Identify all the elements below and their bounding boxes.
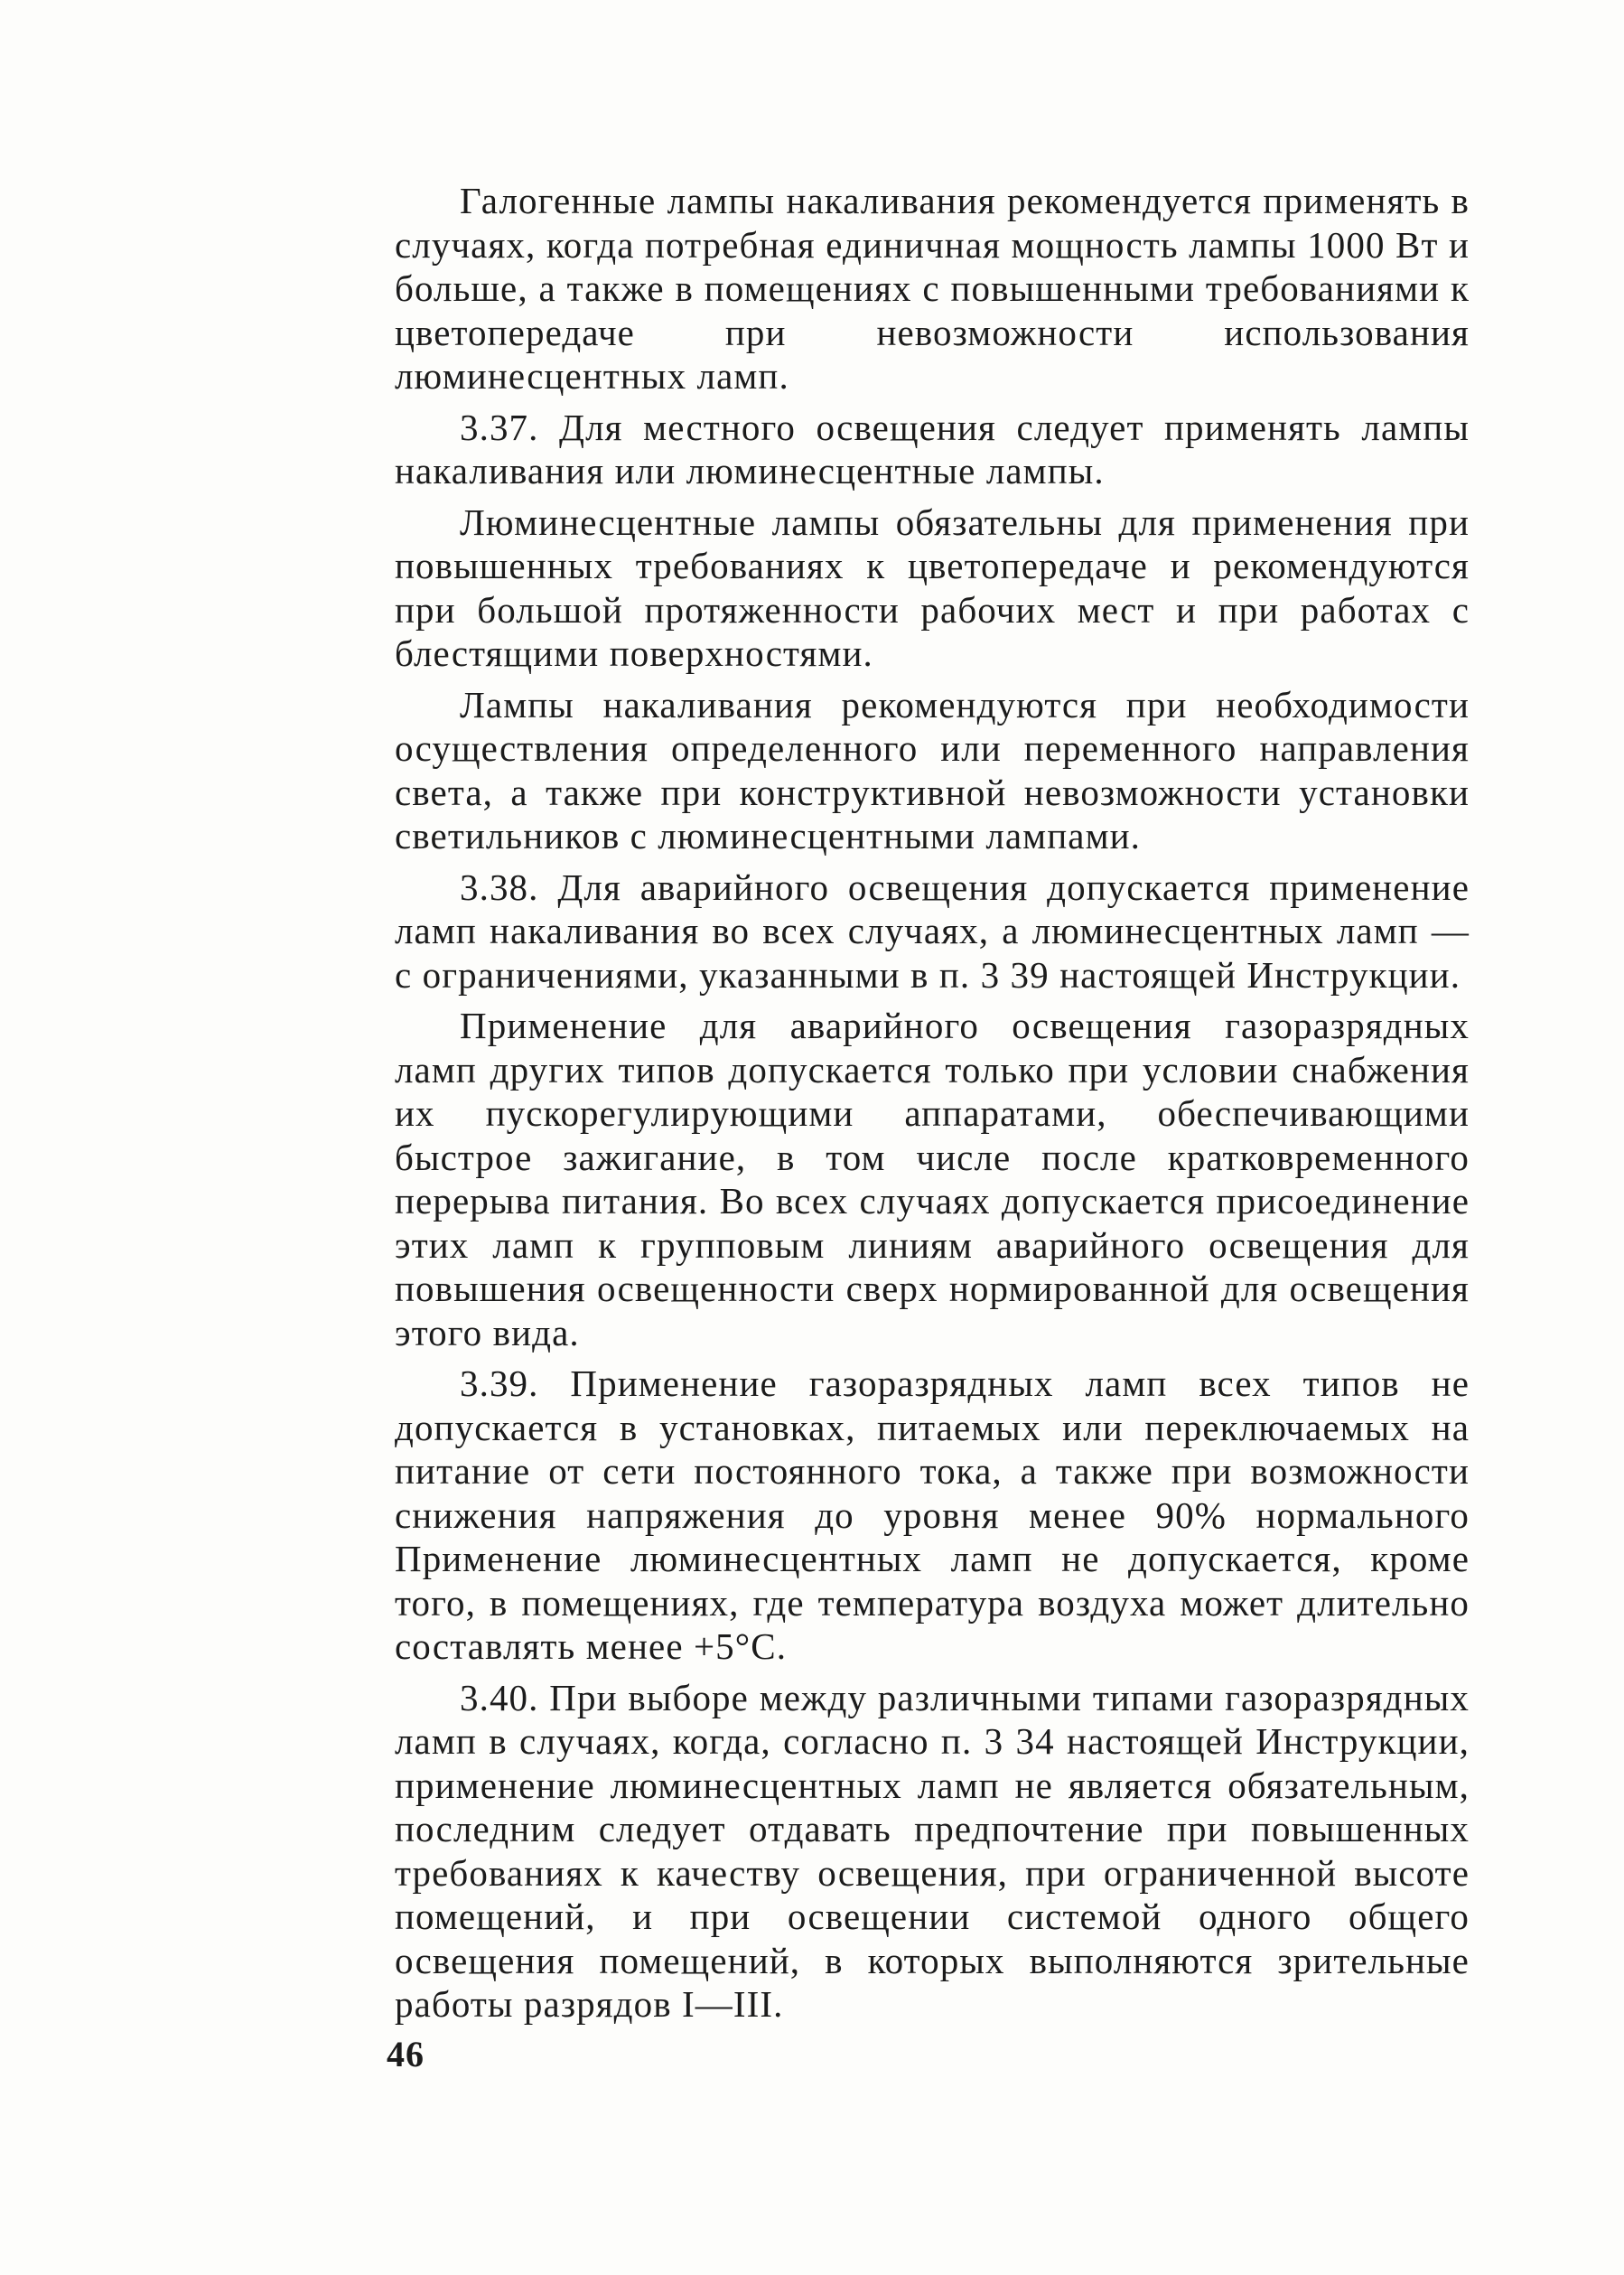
paragraph-3-37: 3.37. Для местного освещения следует применять лампы накаливания или люминесцентные лампы.	[395, 406, 1470, 492]
paragraph-fluorescent-required: Люминесцентные лампы обязательны для применения при повышенных требованиях к цветопередаче и рекомендуются при большой протяженности рабочих мест и при работах с блестящими поверхностями.	[395, 501, 1470, 674]
page-number: 46	[387, 2034, 425, 2074]
body-text	[395, 179, 1470, 2034]
paragraph-incandescent-recommended: Лампы накаливания рекомендуются при необходимости осуществления определенного или переменного направления света, а также при конструктивной невозможности установки светильников с люминесцентными лампами.	[395, 683, 1470, 857]
paragraph-halogen-lamps: Галогенные лампы накаливания рекомендуется применять в случаях, когда потребная единичная мощность лампы 1000 Вт и больше, а также в помещениях с повышенными требованиями к цветопередаче при невозможности использования люминесцентных ламп.	[395, 180, 1470, 397]
paragraph-3-38: 3.38. Для аварийного освещения допускается применение ламп накаливания во всех случаях, а люминесцентных ламп — с ограничениями, указанными в п. 3 39 настоящей Инструкции.	[395, 866, 1470, 996]
paragraph-3-39: 3.39. Применение газоразрядных ламп всех типов не допускается в установках, питаемых или переключаемых на питание от сети постоянного тока, а также при возможности снижения напряжения до уровня менее 90% нормального Применение люминесцентных ламп не допускается, кроме того, в помещениях, где температура воздуха может длительно составлять менее +5°C.	[395, 1362, 1470, 1667]
paragraph-3-40: 3.40. При выборе между различными типами газоразрядных ламп в случаях, когда, согласно п. 3 34 настоящей Инструкции, применение люминесцентных ламп не является обязательным, последним следует отдавать предпочтение при повышенных требованиях к качеству освещения, при ограниченной высоте помещений, и при освещении системой одного общего освещения помещений, в которых выполняются зрительные работы разрядов I—III.	[395, 1676, 1470, 2025]
paragraph-emergency-gas-discharge: Применение для аварийного освещения газоразрядных ламп других типов допускается только при условии снабжения их пускорегулирующими аппаратами, обеспечивающими быстрое зажигание, в том числе после кратковременного перерыва питания. Во всех случаях допускается присоединение этих ламп к групповым линиям аварийного освещения для повышения освещенности сверх нормированной для освещения этого вида.	[395, 1005, 1470, 1353]
